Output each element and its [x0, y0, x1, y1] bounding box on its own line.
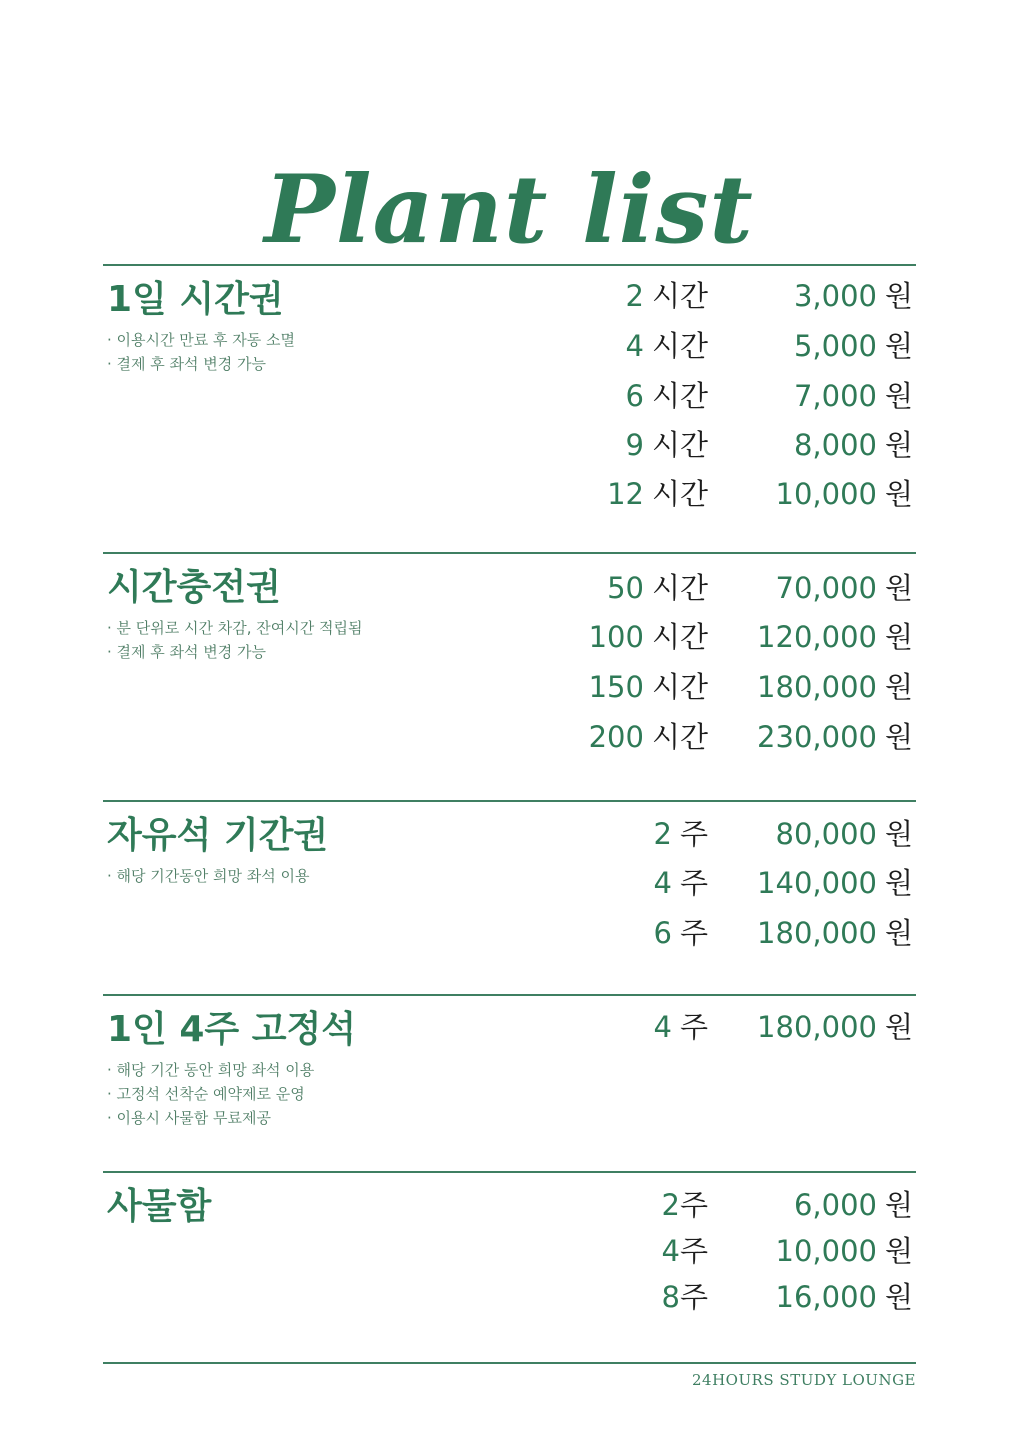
- section-title: 시간충전권: [107, 567, 281, 608]
- price-row: [103, 568, 916, 608]
- price-number: 10,000: [775, 477, 877, 511]
- footer-brand-number: 24: [691, 1371, 713, 1389]
- price-row: [103, 376, 916, 416]
- duration: [626, 326, 708, 366]
- duration-unit: 주: [679, 1188, 708, 1222]
- price-number: 70,000: [775, 571, 877, 605]
- price: [757, 863, 913, 903]
- duration-unit: 주: [679, 866, 708, 900]
- price: [776, 1231, 914, 1271]
- section-notes: [107, 1058, 314, 1130]
- price: [757, 1007, 913, 1047]
- price-unit: 원: [884, 379, 913, 413]
- price-number: 180,000: [757, 916, 877, 950]
- price-number: 120,000: [757, 620, 877, 654]
- note-item: · 결제 후 좌석 변경 가능: [107, 643, 267, 661]
- duration-number: 200: [588, 720, 644, 754]
- price: [776, 474, 914, 514]
- duration-number: 12: [607, 477, 644, 511]
- price-number: 80,000: [775, 817, 877, 851]
- footer-brand-text: HOURS STUDY LOUNGE: [712, 1371, 916, 1389]
- price: [794, 1185, 913, 1225]
- price-unit: 원: [884, 428, 913, 462]
- price-row: [103, 1231, 916, 1271]
- duration-number: 4: [661, 1234, 680, 1268]
- duration-unit: 주: [679, 1234, 708, 1268]
- price-unit: 원: [884, 279, 913, 313]
- duration-unit: 시간: [651, 620, 708, 654]
- price-row: [103, 617, 916, 657]
- price-number: 180,000: [757, 1010, 877, 1044]
- price-row: [103, 1277, 916, 1317]
- note-item: · 이용시 사물함 무료제공: [107, 1109, 271, 1127]
- price-unit: 원: [884, 670, 913, 704]
- duration-number: 4: [653, 866, 672, 900]
- price-row: [103, 276, 916, 316]
- price: [794, 425, 913, 465]
- duration: [654, 1007, 708, 1047]
- price-row: [103, 913, 916, 953]
- price-row: [103, 814, 916, 854]
- duration-unit: 주: [679, 916, 708, 950]
- section-title: 사물함: [107, 1186, 212, 1227]
- price-number: 5,000: [793, 329, 877, 363]
- section-title: 자유석 기간권: [107, 815, 329, 856]
- price: [776, 568, 914, 608]
- duration: [589, 717, 708, 757]
- footer-brand: [692, 1370, 916, 1390]
- price: [757, 717, 913, 757]
- price-unit: 원: [884, 329, 913, 363]
- price: [776, 814, 914, 854]
- price-row: [103, 863, 916, 903]
- price-row: [103, 1185, 916, 1225]
- price-number: 16,000: [775, 1280, 877, 1314]
- duration-number: 50: [607, 571, 644, 605]
- duration: [626, 425, 708, 465]
- note-item: · 해당 기간동안 희망 좌석 이용: [107, 867, 310, 885]
- duration-number: 2: [661, 1188, 680, 1222]
- duration-number: 2: [625, 279, 644, 313]
- price: [794, 376, 913, 416]
- duration-number: 6: [625, 379, 644, 413]
- note-item: · 이용시간 만료 후 자동 소멸: [107, 331, 295, 349]
- duration-number: 2: [653, 817, 672, 851]
- price-number: 10,000: [775, 1234, 877, 1268]
- price-unit: 원: [884, 571, 913, 605]
- price-unit: 원: [884, 477, 913, 511]
- duration-unit: 시간: [651, 720, 708, 754]
- price: [757, 667, 913, 707]
- price: [757, 617, 913, 657]
- price-row: [103, 425, 916, 465]
- price-row: [103, 474, 916, 514]
- duration-number: 4: [625, 329, 644, 363]
- price-unit: 원: [884, 720, 913, 754]
- price-number: 8,000: [793, 428, 877, 462]
- price-number: 3,000: [793, 279, 877, 313]
- page-title: Plant list: [264, 154, 754, 265]
- price-unit: 원: [884, 1234, 913, 1268]
- note-item: · 해당 기간 동안 희망 좌석 이용: [107, 1061, 315, 1079]
- price-number: 180,000: [757, 670, 877, 704]
- price-row: [103, 1007, 916, 1047]
- duration: [626, 376, 708, 416]
- duration-unit: 주: [679, 817, 708, 851]
- price-row: [103, 667, 916, 707]
- price-number: 6,000: [793, 1188, 877, 1222]
- section-title: 1일 시간권: [107, 279, 284, 320]
- duration: [662, 1185, 708, 1225]
- note-item: · 고정석 선착순 예약제로 운영: [107, 1085, 305, 1103]
- duration-number: 6: [653, 916, 672, 950]
- duration-number: 8: [661, 1280, 680, 1314]
- note-item: · 분 단위로 시간 차감, 잔여시간 적립됨: [107, 619, 363, 637]
- duration-unit: 시간: [651, 279, 708, 313]
- duration: [626, 276, 708, 316]
- price-unit: 원: [884, 866, 913, 900]
- duration: [662, 1231, 708, 1271]
- section-1: [103, 552, 916, 754]
- duration-unit: 시간: [651, 571, 708, 605]
- duration: [662, 1277, 708, 1317]
- duration-unit: 시간: [651, 428, 708, 462]
- duration-unit: 시간: [651, 477, 708, 511]
- section-2: [103, 800, 916, 950]
- duration-number: 9: [625, 428, 644, 462]
- footer-divider: [103, 1362, 916, 1364]
- price-number: 230,000: [757, 720, 877, 754]
- price-unit: 원: [884, 620, 913, 654]
- price-row: [103, 326, 916, 366]
- duration-number: 150: [588, 670, 644, 704]
- section-0: [103, 264, 916, 511]
- price-number: 7,000: [793, 379, 877, 413]
- duration: [654, 814, 708, 854]
- duration: [589, 667, 708, 707]
- price-unit: 원: [884, 916, 913, 950]
- duration: [607, 568, 708, 608]
- duration-unit: 시간: [651, 379, 708, 413]
- duration-number: 100: [588, 620, 644, 654]
- section-3: [103, 994, 916, 1127]
- duration: [654, 913, 708, 953]
- duration: [654, 863, 708, 903]
- price: [794, 276, 913, 316]
- price: [757, 913, 913, 953]
- duration-unit: 시간: [651, 329, 708, 363]
- duration: [589, 617, 708, 657]
- duration-unit: 주: [679, 1280, 708, 1314]
- duration: [607, 474, 708, 514]
- section-title: 1인 4주 고정석: [107, 1009, 357, 1050]
- price-row: [103, 717, 916, 757]
- price: [794, 326, 913, 366]
- duration-unit: 시간: [651, 670, 708, 704]
- price-unit: 원: [884, 1280, 913, 1314]
- duration-number: 4: [653, 1010, 672, 1044]
- price: [776, 1277, 914, 1317]
- note-item: · 결제 후 좌석 변경 가능: [107, 355, 267, 373]
- price-unit: 원: [884, 817, 913, 851]
- price-number: 140,000: [757, 866, 877, 900]
- duration-unit: 주: [679, 1010, 708, 1044]
- price-unit: 원: [884, 1010, 913, 1044]
- price-unit: 원: [884, 1188, 913, 1222]
- section-4: [103, 1171, 916, 1314]
